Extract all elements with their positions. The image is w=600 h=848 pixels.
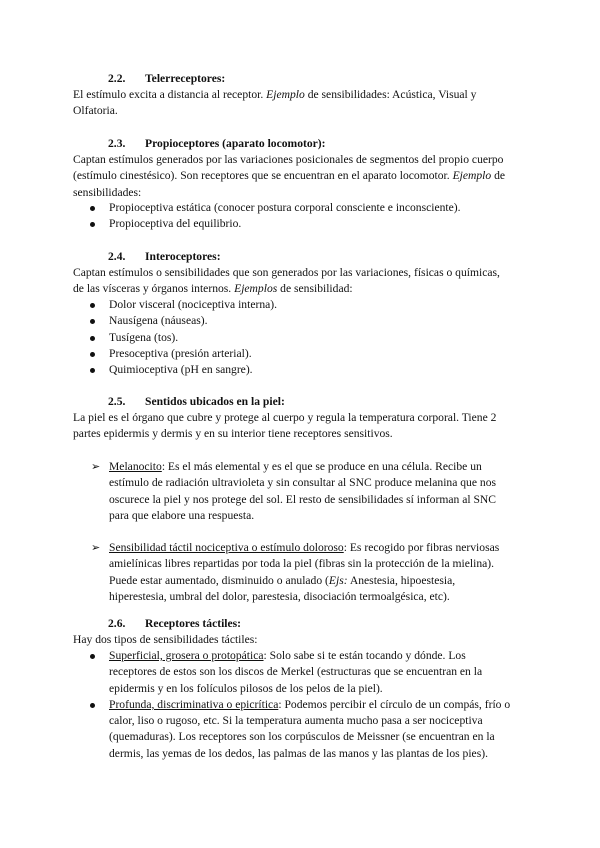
text-line: amielínicas libres repartidas por toda la piel (fibras sin la protección de la mielina).	[109, 557, 495, 571]
text-span: : Podemos percibir el círculo de un compás, frío o	[278, 697, 511, 711]
underlined-term: Sensibilidad táctil nociceptiva o estímulo doloroso	[109, 541, 344, 554]
bullet-icon	[90, 336, 95, 341]
list-item-text: Presoceptiva (presión arterial).	[109, 346, 252, 360]
text-line	[73, 281, 528, 297]
italic-text: Ejemplo	[452, 169, 492, 183]
list-item	[73, 346, 528, 362]
text-span: Anestesia, hipoestesia,	[347, 573, 456, 587]
bullet-list-interoceptores	[73, 297, 528, 378]
section-title: Sentidos ubicados en la piel:	[145, 395, 285, 408]
text-span: de sensibilidad:	[277, 282, 353, 296]
text-line: Captan estímulos generados por las variaciones posicionales de segmentos del propio cuerpo	[73, 153, 504, 166]
text-span: de	[491, 169, 506, 183]
heading-receptores-tactiles	[108, 616, 241, 632]
section-number: 2.2.	[108, 72, 126, 85]
text-line	[73, 87, 528, 103]
italic-text: Ejemplos	[234, 282, 278, 296]
arrow-item-text	[91, 459, 531, 524]
italic-text: Ejemplo	[266, 88, 305, 101]
text-span: : Es el más elemental y es el que se produce en una célula. Recibe un	[161, 460, 482, 473]
bullet-icon	[90, 654, 95, 659]
section-title: Receptores táctiles:	[145, 617, 242, 630]
bullet-list-propioceptores	[73, 200, 528, 233]
arrow-item-sensibilidad-nociceptiva	[91, 540, 531, 605]
underlined-term: Profunda, discriminativa o epicrítica	[109, 697, 279, 711]
underlined-term: Melanocito	[109, 460, 162, 473]
text-line: hiperestesia, umbral del dolor, parestesia, disociación termoalgésica, etc).	[109, 589, 450, 603]
section-number: 2.5.	[108, 395, 126, 408]
bullet-icon	[90, 206, 95, 211]
text-span: (estímulo cinestésico). Son receptores que se encuentran en el aparato locomotor.	[73, 169, 453, 183]
section-number: 2.6.	[108, 617, 126, 630]
text-span: : Solo sabe si te están tocando y dónde. Los	[263, 649, 466, 662]
list-item	[73, 297, 528, 313]
list-item	[73, 648, 528, 697]
text-line: Hay dos tipos de sensibilidades táctiles:	[73, 633, 258, 646]
section-title: Propioceptores (aparato locomotor):	[145, 137, 326, 150]
text-line: sensibilidades:	[73, 185, 142, 199]
paragraph-propioceptores	[73, 152, 528, 201]
text-line: Captan estímulos o sensibilidades que son generados por las variaciones, físicas o químicas,	[73, 266, 500, 279]
text-span: de las vísceras y órganos internos.	[73, 282, 235, 296]
heading-sentidos-piel	[108, 394, 285, 410]
bullet-list-tactiles	[73, 648, 528, 762]
list-item	[73, 200, 528, 216]
text-line: oscurece la piel y nos protege del sol. El resto de sensibilidades sí informan al SNC	[109, 492, 497, 506]
section-number: 2.3.	[108, 137, 126, 150]
list-item	[73, 362, 528, 378]
text-line: partes epidermis y dermis y en su interior tiene receptores sensitivos.	[73, 427, 393, 441]
list-item-text: Propioceptiva del equilibrio.	[109, 217, 242, 231]
bullet-icon	[90, 222, 95, 227]
list-item	[73, 697, 528, 762]
text-line: Olfatoria.	[73, 104, 118, 118]
text-span: El estímulo excita a distancia al receptor.	[73, 88, 267, 101]
text-line: estímulo de radiación ultravioleta y sin consultar al SNC produce melanina que nos	[109, 476, 497, 490]
list-item-text: Propioceptiva estática (conocer postura corporal consciente e inconsciente).	[109, 201, 461, 214]
heading-propioceptores	[108, 136, 326, 152]
text-line: La piel es el órgano que cubre y protege al cuerpo y regula la temperatura corporal. Tiene 2	[73, 411, 497, 424]
bullet-icon	[90, 368, 95, 373]
paragraph-interoceptores	[73, 265, 528, 298]
text-line	[109, 573, 531, 589]
list-item	[73, 330, 528, 346]
text-line	[109, 697, 528, 713]
text-span: de sensibilidades: Acústica, Visual y	[304, 88, 477, 101]
text-line: para que elabore una respuesta.	[109, 508, 255, 522]
text-line: epidermis y en los folículos pilosos de los pelos de la piel).	[109, 681, 383, 695]
section-title: Interoceptores:	[145, 250, 221, 263]
arrow-item-text	[91, 540, 531, 605]
text-line: dermis, las yemas de los dedos, las palmas de las manos y las plantas de los pies).	[109, 746, 488, 760]
text-line	[109, 459, 531, 475]
paragraph-receptores-tactiles	[73, 632, 528, 648]
text-span: : Es recogido por fibras nerviosas	[343, 541, 500, 554]
arrow-bullet-icon: ➢	[91, 542, 101, 554]
list-item	[73, 313, 528, 329]
text-line: calor, liso o rugoso, etc. Si la temperatura aumenta mucho pasa a ser nociceptiva	[109, 714, 483, 728]
bullet-icon	[90, 703, 95, 708]
list-item-text: Dolor visceral (nociceptiva interna).	[109, 298, 278, 311]
list-item-text: Tusígena (tos).	[109, 330, 179, 344]
text-line	[109, 648, 528, 664]
list-item-text: Quimioceptiva (pH en sangre).	[109, 363, 253, 377]
paragraph-telerreceptores	[73, 87, 528, 120]
bullet-icon	[90, 319, 95, 324]
arrow-bullet-icon: ➢	[91, 461, 101, 473]
bullet-icon	[90, 352, 95, 357]
arrow-item-melanocito	[91, 459, 531, 524]
section-title: Telerreceptores:	[145, 72, 226, 85]
underlined-term: Superficial, grosera o protopática	[109, 649, 264, 662]
section-number: 2.4.	[108, 250, 126, 263]
heading-interoceptores	[108, 249, 221, 265]
text-span: Puede estar aumentado, disminuido o anulado (	[109, 573, 329, 587]
text-line	[73, 168, 528, 184]
text-line	[109, 540, 531, 556]
text-line: receptores de estos son los discos de Merkel (estructuras que se encuentran en la	[109, 665, 483, 679]
text-line: (quemaduras). Los receptores son los corpúsculos de Meissner (se encuentran en la	[109, 730, 495, 744]
paragraph-piel	[73, 410, 528, 443]
list-item-text: Nausígena (náuseas).	[109, 314, 208, 328]
bullet-icon	[90, 303, 95, 308]
italic-text: Ejs:	[328, 573, 348, 587]
list-item	[73, 216, 528, 232]
heading-telerreceptores	[108, 71, 225, 87]
